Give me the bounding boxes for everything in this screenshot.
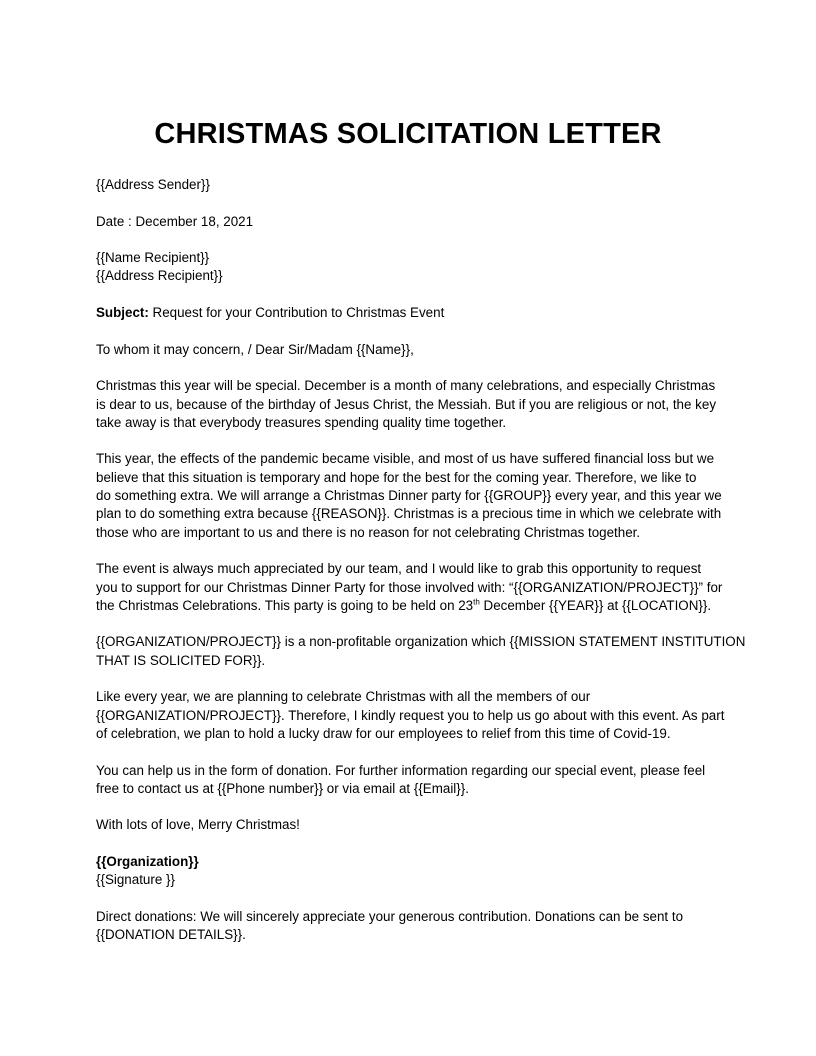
name-recipient: {{Name Recipient}} [96, 250, 210, 266]
paragraph-pandemic [96, 450, 728, 541]
spacer [96, 322, 728, 340]
spacer [96, 359, 728, 377]
paragraph-line: The event is always much appreciated by our team, and I would like to grab this opportunity to request [96, 561, 702, 577]
paragraph-intro [96, 377, 728, 432]
closing: With lots of love, Merry Christmas! [96, 817, 300, 833]
spacer [96, 231, 728, 249]
paragraph-line: is dear to us, because of the birthday of Jesus Christ, the Messiah. But if you are religious or not, the key [96, 396, 717, 412]
address-recipient: {{Address Recipient}} [96, 268, 223, 284]
organization-name: {{Organization}} [96, 853, 199, 869]
date-line: Date : December 18, 2021 [96, 213, 254, 229]
paragraph-donation [96, 762, 728, 799]
paragraph-celebration [96, 688, 728, 743]
paragraph-line: Direct donations: We will sincerely appreciate your generous contribution. Donations can be sent to [96, 908, 684, 924]
letter-body [96, 176, 746, 944]
spacer [96, 286, 728, 304]
paragraph-line: those who are important to us and there is no reason for not celebrating Christmas together. [96, 524, 641, 540]
paragraph-line: plan to do something extra because {{REASON}}. Christmas is a precious time in which we celebrate with [96, 506, 722, 522]
spacer [96, 615, 728, 633]
subject-text: Request for your Contribution to Christmas Event [148, 305, 445, 321]
spacer [96, 835, 728, 853]
paragraph-line: Christmas this year will be special. December is a month of many celebrations, and especially Christmas [96, 378, 716, 394]
paragraph-organization [96, 633, 746, 670]
spacer [96, 890, 728, 908]
salutation: To whom it may concern, / Dear Sir/Madam {{Name}}, [96, 341, 414, 357]
paragraph-line: THAT IS SOLICITED FOR}}. [96, 652, 266, 668]
spacer [96, 194, 728, 212]
paragraph-direct-donations [96, 908, 728, 945]
spacer [96, 798, 728, 816]
paragraph-line: {{ORGANIZATION/PROJECT}}. Therefore, I kindly request you to help us go about with this event. As part [96, 707, 725, 723]
paragraph-line: {{DONATION DETAILS}}. [96, 927, 246, 943]
paragraph-event [96, 560, 728, 615]
paragraph-line: believe that this situation is temporary and hope for the best for the coming year. Therefore, we like to [96, 469, 697, 485]
paragraph-line: {{ORGANIZATION/PROJECT}} is a non-profitable organization which {{MISSION STATEMENT INSTITUTION [96, 634, 746, 650]
signature: {{Signature }} [96, 872, 175, 888]
paragraph-line: This year, the effects of the pandemic became visible, and most of us have suffered financial loss but we [96, 451, 715, 467]
subject-label: Subject: [96, 305, 149, 321]
spacer [96, 432, 728, 450]
paragraph-line: of celebration, we plan to hold a lucky draw for our employees to relief from this time of Covid-19. [96, 725, 671, 741]
spacer [96, 670, 728, 688]
paragraph-line: do something extra. We will arrange a Christmas Dinner party for {{GROUP}} every year, and this year we [96, 488, 722, 504]
paragraph-line: free to contact us at {{Phone number}} or via email at {{Email}}. [96, 780, 469, 796]
paragraph-line [96, 597, 728, 615]
subject-line [96, 304, 728, 322]
paragraph-line: you to support for our Christmas Dinner Party for those involved with: “{{ORGANIZATION/PROJECT}}” for [96, 579, 723, 595]
paragraph-line: You can help us in the form of donation. For further information regarding our special event, please feel [96, 762, 706, 778]
page-title: CHRISTMAS SOLICITATION LETTER [154, 118, 662, 150]
paragraph-text: December {{YEAR}} at {{LOCATION}}. [479, 597, 712, 613]
paragraph-text: the Christmas Celebrations. This party is going to be held on 23 [96, 597, 474, 613]
address-sender: {{Address Sender}} [96, 177, 210, 192]
spacer [96, 542, 728, 560]
paragraph-line: take away is that everybody treasures spending quality time together. [96, 414, 507, 430]
spacer [96, 743, 728, 761]
paragraph-line: Like every year, we are planning to celebrate Christmas with all the members of our [96, 689, 591, 705]
ordinal-suffix: th [473, 597, 480, 607]
